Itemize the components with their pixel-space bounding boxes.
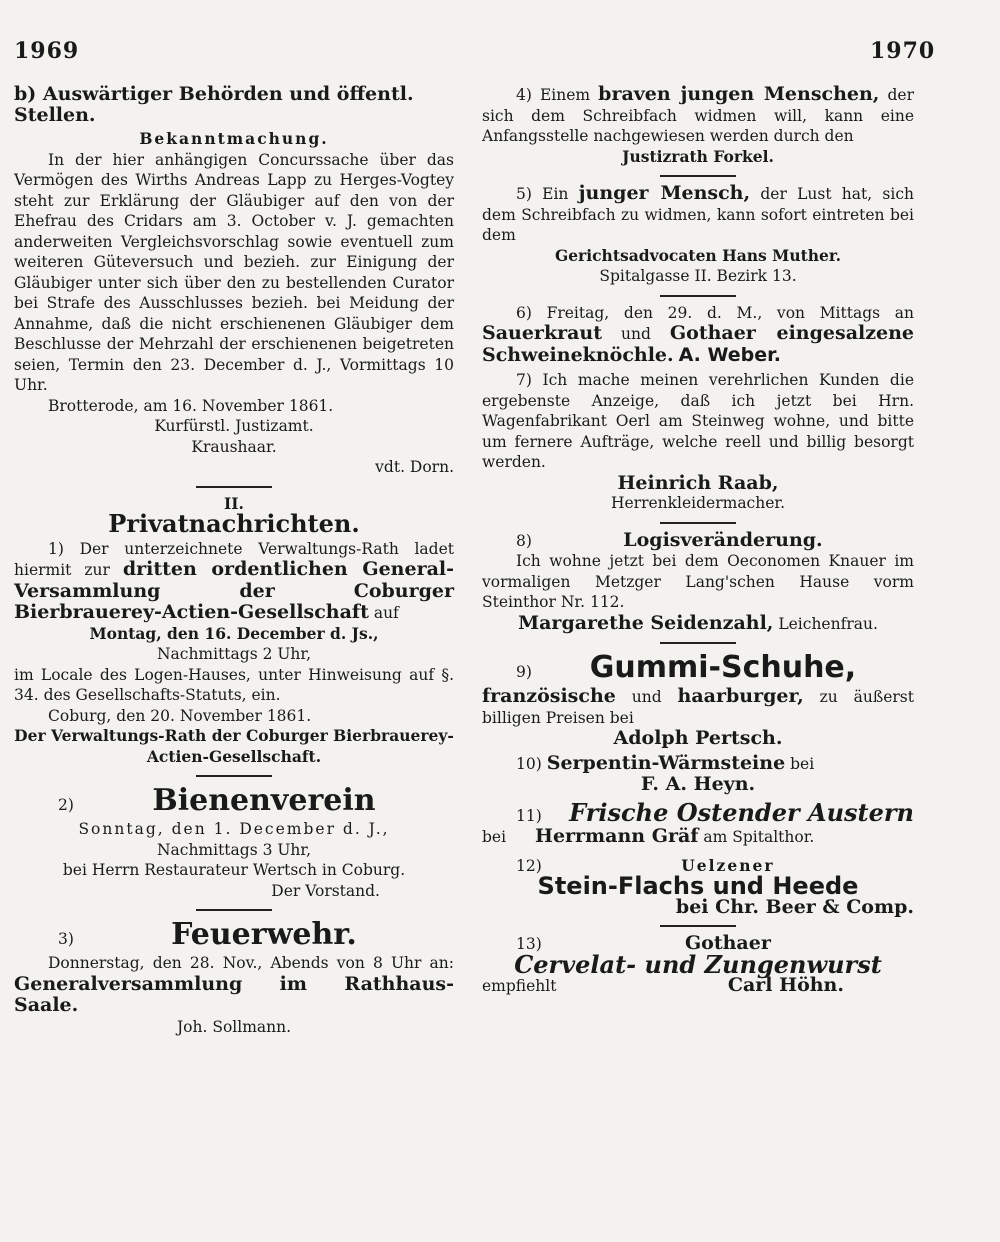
- notice-11-text: bei Herrmann Gräf am Spitalthor.: [482, 825, 815, 847]
- notice-7-signature: Heinrich Raab,: [617, 471, 779, 494]
- notice-5-signature: Gerichtsadvocaten Hans Muther.: [554, 245, 842, 265]
- divider: [660, 522, 736, 524]
- notice-1-place: Coburg, den 20. November 1861.: [48, 706, 312, 725]
- notice-13-title: Cervelat- und Zungenwurst: [514, 949, 882, 979]
- divider: [196, 909, 272, 911]
- notice-1-body: im Locale des Logen-Hauses, unter Hinweisung auf §. 34. des Gesellschafts-Statuts, ein.: [14, 665, 454, 704]
- notice-6-signature: A. Weber.: [678, 343, 781, 366]
- notice-2-header: [14, 783, 454, 819]
- notice-3-header: [14, 917, 454, 953]
- notice-1-signature: Der Verwaltungs-Rath der Coburger Bierbrauerey-Actien-Gesellschaft.: [14, 726, 454, 766]
- notice-9-number: 9): [516, 663, 532, 681]
- notice-8-signature: Margarethe Seidenzahl,: [518, 611, 774, 634]
- notice-5-text: 5) Ein junger Mensch, der Lust hat, sich dem Schreibfach zu widmen, kann sofort eintreten bei dem: [482, 182, 914, 244]
- notice-2-title: Bienenverein: [152, 783, 376, 818]
- notice-8-title: Logisveränderung.: [623, 528, 823, 551]
- notice-2-time: Nachmittags 3 Uhr,: [156, 840, 312, 859]
- notice-9-signature: Adolph Pertsch.: [613, 727, 783, 749]
- notice-13-sub: Gothaer: [684, 932, 771, 954]
- notice-1-highlight: dritten ordentlichen General-Versammlung der Coburger Bierbrauerey-Actien-Gesellschaft: [14, 558, 454, 623]
- notice-2-date: Sonntag, den 1. December d. J.,: [78, 820, 390, 838]
- notice-4-signature: Justizrath Forkel.: [622, 146, 774, 166]
- notice-13-number: 13): [516, 935, 542, 953]
- notice-9-header: [482, 650, 914, 686]
- notice-8-body: Ich wohne jetzt bei dem Oeconomen Knauer im vormaligen Metzger Lang'schen Hause vorm Steinthor Nr. 112.: [482, 552, 914, 611]
- divider: [660, 925, 736, 927]
- notice-7-body: 7) Ich mache meinen verehrlichen Kunden die ergebenste Anzeige, daß ich jetzt bei Hrn. Wagenfabrikant Oerl am Steinweg wohne, und bitte um fernere Aufträge, welche reell und billig besorgt werden.: [482, 371, 914, 471]
- notice-5-highlight: junger Mensch,: [578, 182, 751, 204]
- page-number-right: 1970: [870, 38, 936, 64]
- notice-4-text: 4) Einem braven jungen Menschen, der sich dem Schreibfach widmen will, kann eine Anfangsstelle nachgewiesen werden durch den: [482, 83, 914, 145]
- notice-6-text: 6) Freitag, den 29. d. M., von Mittags an Sauerkraut und Gothaer eingesalzene Schweineknöchle. A. Weber.: [482, 303, 914, 366]
- notice-3-title: Feuerwehr.: [171, 917, 357, 952]
- section-heading-authorities: b) Auswärtiger Behörden und öffentl. Stellen.: [14, 83, 414, 126]
- divider: [196, 775, 272, 777]
- notice-5-address: Spitalgasse II. Bezirk 13.: [599, 267, 797, 285]
- notice-3-number: 3): [58, 930, 74, 948]
- notice-3-body: Donnerstag, den 28. Nov., Abends von 8 Uhr an: Generalversammlung im Rathhaus-Saale.: [14, 954, 454, 1016]
- announcement-vdt: vdt. Dorn.: [375, 458, 454, 476]
- notice-12-title: Stein-Flachs und Heede: [537, 872, 859, 900]
- section-number: II.: [224, 493, 244, 513]
- notice-8-role: Leichenfrau.: [778, 614, 878, 633]
- notice-2-body: bei Herrn Restaurateur Wertsch in Coburg.: [62, 861, 406, 879]
- notice-3-highlight: Generalversammlung im Rathhaus-Saale.: [14, 972, 454, 1016]
- notice-1-text: 1) Der unterzeichnete Verwaltungs-Rath ladet hiermit zur dritten ordentlichen General-Versammlung der Coburger Bierbrauerey-Actien-Gesellschaft auf: [14, 539, 454, 623]
- notice-2-number: 2): [58, 796, 74, 814]
- notice-11-name: Herrmann Gräf: [535, 825, 699, 847]
- announcement-signer: Kraushaar.: [191, 437, 277, 456]
- notice-12-sub: Uelzener: [681, 855, 775, 875]
- page-number-left: 1969: [14, 38, 80, 64]
- divider: [660, 175, 736, 177]
- notice-8-signature-line: [482, 613, 914, 635]
- notice-10-signature: F. A. Heyn.: [640, 773, 756, 795]
- announcement-title: Bekanntmachung.: [139, 129, 329, 148]
- notice-10-highlight: Serpentin-Wärmsteine: [546, 751, 786, 774]
- notice-6-sauerkraut: Sauerkraut: [482, 322, 603, 344]
- divider: [660, 642, 736, 644]
- notice-10-text: 10) Serpentin-Wärmsteine bei: [516, 751, 815, 774]
- section-title-private: Privatnachrichten.: [108, 509, 360, 538]
- notice-8-header: [482, 530, 914, 552]
- announcement-date: Brotterode, am 16. November 1861.: [48, 396, 334, 415]
- notice-6-knoechle: Gothaer eingesalzene Schweineknöchle.: [482, 322, 914, 366]
- divider: [660, 295, 736, 297]
- right-column: [482, 84, 914, 997]
- notice-13-recommend: empfiehlt: [482, 977, 557, 995]
- notice-7-role: Herrenkleidermacher.: [610, 494, 786, 512]
- announcement-authority: Kurfürstl. Justizamt.: [154, 417, 314, 435]
- notice-1-time: Nachmittags 2 Uhr,: [156, 645, 312, 663]
- left-column: [14, 84, 454, 1037]
- notice-1-date: Montag, den 16. December d. Js.,: [89, 623, 379, 643]
- notice-11-number: 11): [516, 806, 542, 825]
- notice-11-header: [482, 797, 914, 827]
- notice-8-number: 8): [516, 531, 532, 550]
- notice-2-signature: Der Vorstand.: [271, 881, 380, 900]
- notice-13-signature: Carl Höhn.: [727, 974, 844, 996]
- announcement-body: In der hier anhängigen Concurssache über das Vermögen des Wirths Andreas Lapp zu Herges-Vogtey steht zur Erklärung der Gläubiger auf den von der Ehefrau des Cridars am 3. October v. J. gemachten anderweiten Vergleichsvorschlag sowie eventuell zum weiteren Güteversuch und bezieh. zur Einigung der Gläubiger unter sich über den zu bestellenden Curator bei Strafe des Ausschlusses bezieh. bei Meidung der Annahme, daß die nicht erschienenen Gläubiger dem Beschlusse der Mehrzahl der erschienenen beigetreten seien, Termin den 23. December d. J., Vormittags 10 Uhr.: [14, 150, 454, 394]
- notice-12-number: 12): [516, 856, 542, 875]
- notice-12-signature: bei Chr. Beer & Comp.: [675, 895, 914, 918]
- notice-11-title: Frische Ostender Austern: [569, 797, 914, 827]
- notice-3-signature: Joh. Sollmann.: [176, 1017, 292, 1036]
- notice-9-text: französische und haarburger, zu äußerst billigen Preisen bei: [482, 685, 914, 727]
- notice-4-highlight: braven jungen Menschen,: [598, 83, 880, 105]
- divider: [196, 486, 272, 488]
- notice-9-title: Gummi-Schuhe,: [589, 650, 857, 685]
